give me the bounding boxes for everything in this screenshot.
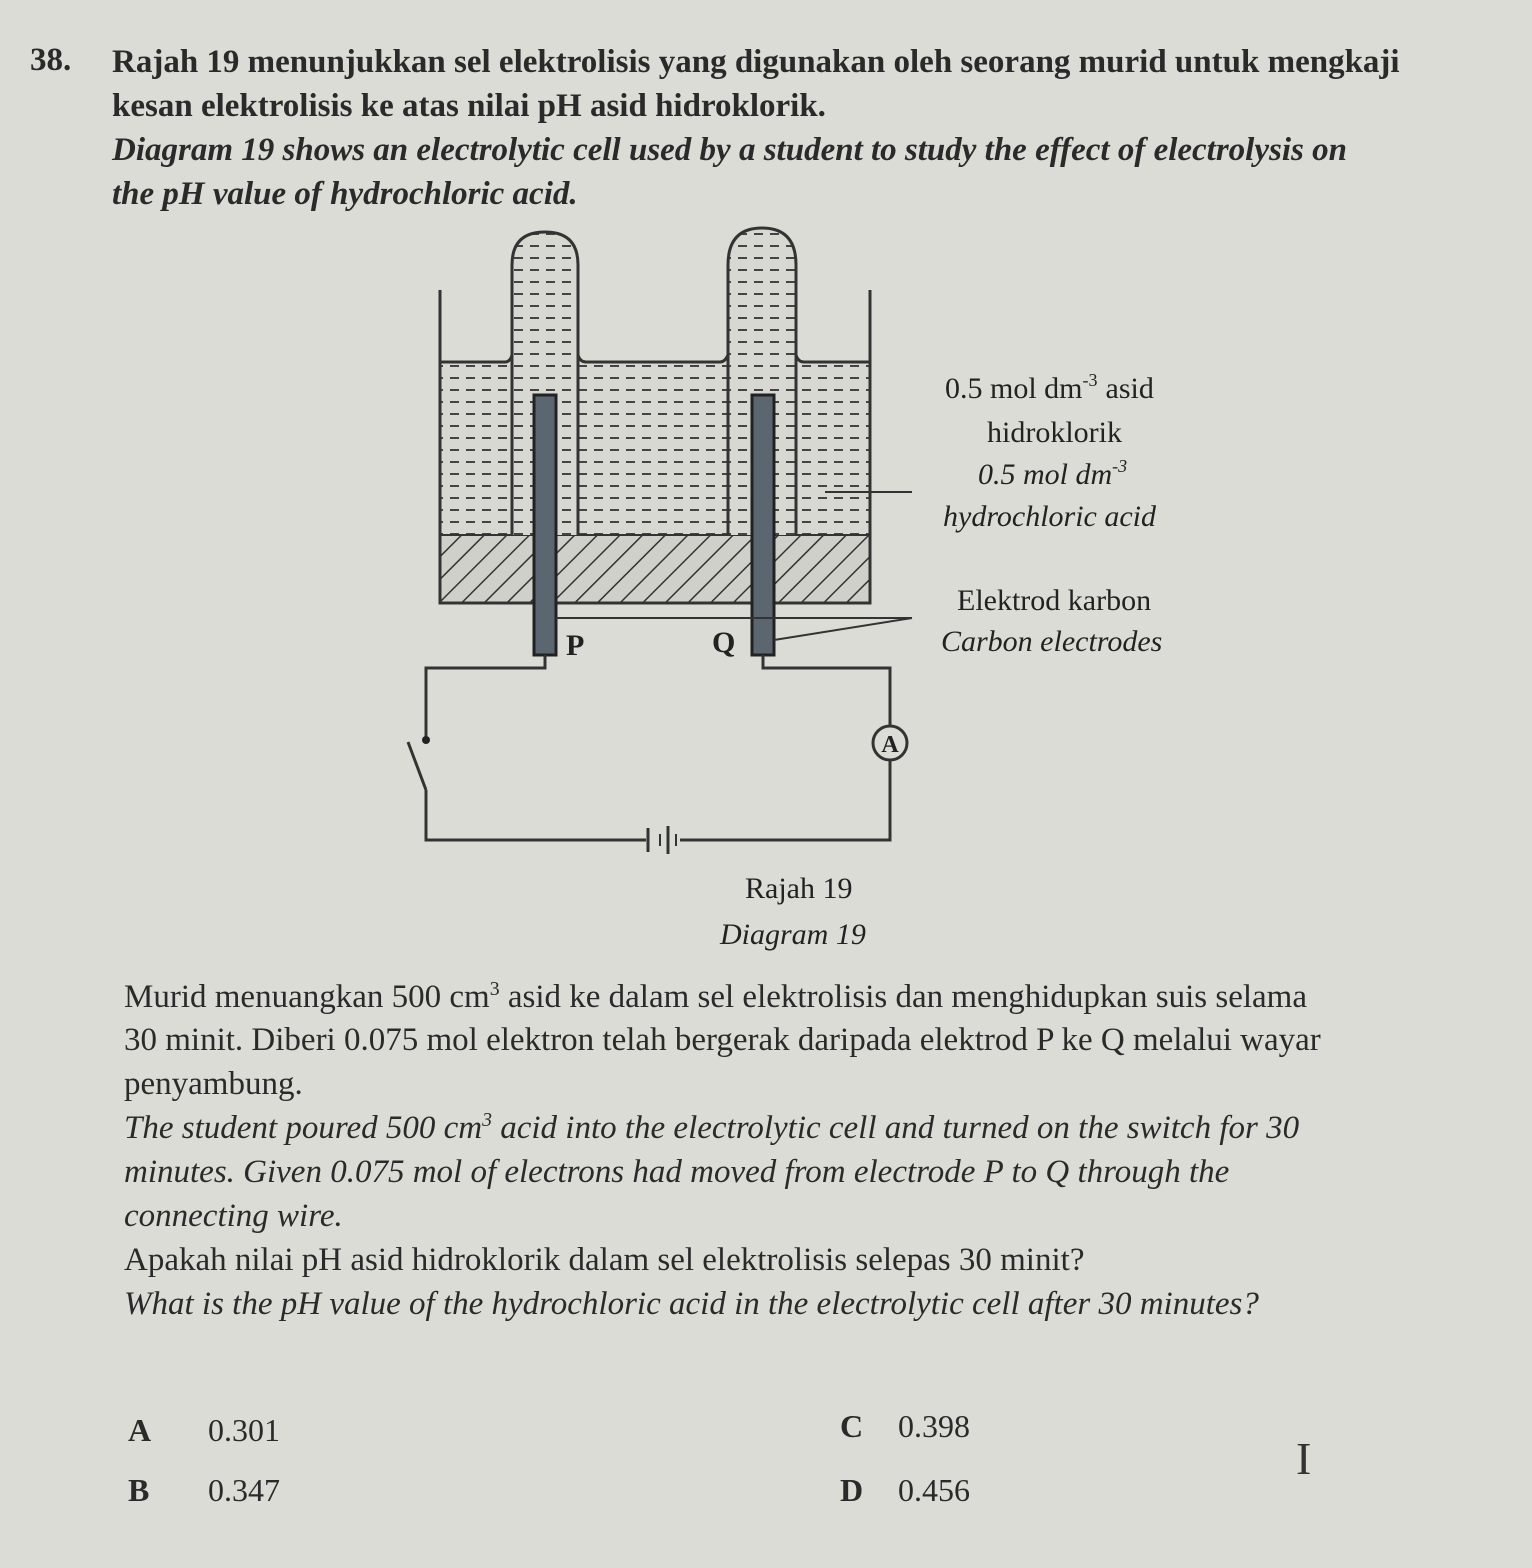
intro-ms-line-1: Rajah 19 menunjukkan sel elektrolisis yang digunakan oleh seorang murid untuk mengkaji bbox=[112, 44, 1400, 80]
text-cursor-icon: I bbox=[1296, 1433, 1312, 1484]
electrode-pointer-line-q bbox=[774, 618, 912, 640]
question-number: 38. bbox=[30, 42, 72, 78]
diagram-caption-en: Diagram 19 bbox=[720, 918, 866, 951]
option-d-value: 0.456 bbox=[898, 1472, 970, 1508]
circuit-wire bbox=[426, 655, 890, 840]
body-ms-line-3: penyambung. bbox=[124, 1066, 303, 1102]
option-b-letter: B bbox=[128, 1472, 150, 1508]
intro-en-line-2: the pH value of hydrochloric acid. bbox=[112, 176, 578, 212]
body-en-line-2: minutes. Given 0.075 mol of electrons had moved from electrode P to Q through the bbox=[124, 1154, 1230, 1190]
electrode-q-label: Q bbox=[712, 626, 736, 659]
option-a-value: 0.301 bbox=[208, 1412, 280, 1448]
option-b-value: 0.347 bbox=[208, 1472, 280, 1508]
body-ms-line-1: Murid menuangkan 500 $cm^3$ asid ke dalam sel elektrolisis dan menghidupkan suis selama bbox=[124, 978, 1307, 1015]
electrode-label-en: Carbon electrodes bbox=[941, 625, 1163, 658]
body-ms-line-2: 30 minit. Diberi 0.075 mol elektron telah bergerak daripada elektrod P ke Q melalui wayar bbox=[124, 1022, 1321, 1058]
diagram-caption-ms: Rajah 19 bbox=[745, 872, 853, 905]
acid-label-ms-2: hidroklorik bbox=[987, 416, 1122, 449]
acid-solution bbox=[440, 362, 870, 535]
acid-label-ms-1: 0.5 mol $dm^{-3}$ asid bbox=[945, 370, 1154, 405]
acid-label-en-2: hydrochloric acid bbox=[943, 500, 1157, 533]
switch-lever bbox=[408, 742, 426, 790]
option-d-letter: D bbox=[840, 1472, 864, 1508]
question-en: What is the pH value of the hydrochloric acid in the electrolytic cell after 30 minutes? bbox=[124, 1286, 1259, 1322]
hatched-base bbox=[440, 535, 870, 603]
intro-en-line-1: Diagram 19 shows an electrolytic cell used by a student to study the effect of electrolysis on bbox=[112, 132, 1347, 168]
intro-ms-line-2: kesan elektrolisis ke atas nilai pH asid hidroklorik. bbox=[112, 88, 826, 124]
question-ms: Apakah nilai pH asid hidroklorik dalam sel elektrolisis selepas 30 minit? bbox=[124, 1242, 1085, 1278]
carbon-electrode-p bbox=[534, 395, 556, 655]
electrode-p-label: P bbox=[566, 629, 585, 662]
option-c-value: 0.398 bbox=[898, 1408, 970, 1444]
liquid-surface bbox=[440, 355, 870, 362]
switch-contact-top bbox=[422, 736, 430, 744]
acid-label-en-1: 0.5 mol $dm^{-3}$ bbox=[978, 456, 1128, 491]
body-en-line-1: The student poured 500 $cm^3$ acid into the electrolytic cell and turned on the switch for 30 bbox=[124, 1109, 1300, 1146]
electrode-label-ms: Elektrod karbon bbox=[957, 584, 1152, 617]
option-a-letter: A bbox=[128, 1412, 152, 1448]
body-en-line-3: connecting wire. bbox=[124, 1198, 343, 1234]
option-c-letter: C bbox=[840, 1408, 864, 1444]
carbon-electrode-q bbox=[752, 395, 774, 655]
ammeter-label: A bbox=[881, 732, 899, 758]
